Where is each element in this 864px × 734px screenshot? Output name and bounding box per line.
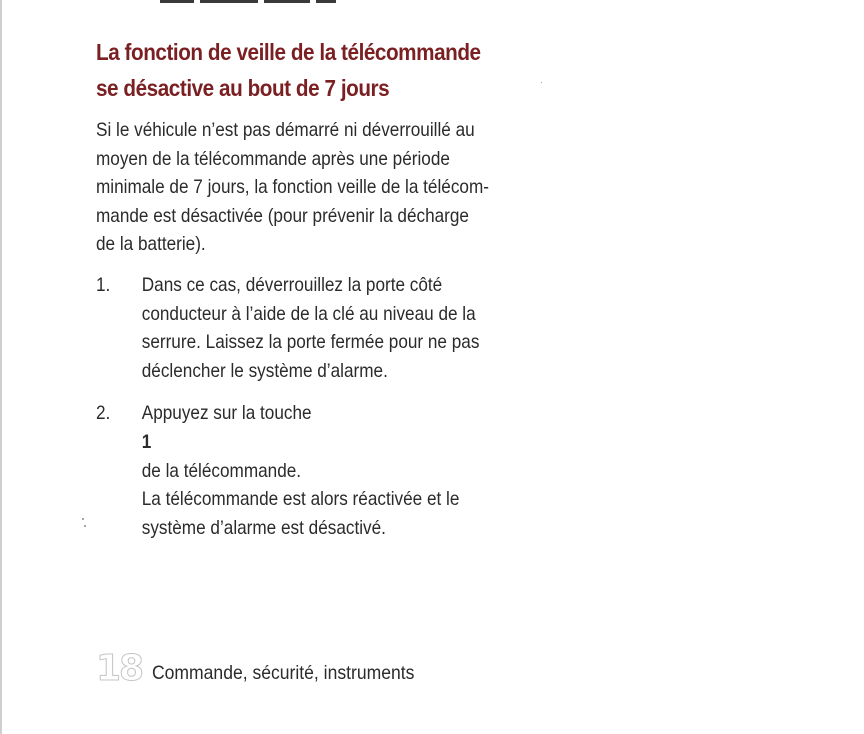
intro-line: de la batterie).: [96, 233, 206, 256]
step-text-segment: de la télécommande.: [141, 459, 302, 482]
page-edge-rule: [0, 0, 2, 734]
article: [96, 34, 616, 556]
section-heading: [96, 34, 600, 106]
step-line: déclencher le système d’alarme.: [141, 359, 388, 382]
step-text: [142, 271, 589, 385]
intro-line: minimale de 7 jours, la fonction veille de la télécom-: [96, 176, 489, 199]
step-text-segment: Appuyez sur la touche: [141, 402, 312, 425]
scan-speck: [82, 518, 84, 520]
step-text: [142, 399, 589, 542]
cropped-text-fragment: [160, 0, 360, 3]
button-number: 1: [141, 430, 152, 453]
heading-line: se désactive au bout de 7 jours: [96, 75, 390, 101]
step-item: [96, 399, 589, 542]
step-line: Dans ce cas, déverrouillez la porte côté: [141, 273, 443, 296]
scan-speck: [84, 525, 86, 527]
step-line: conducteur à l’aide de la clé au niveau de la: [141, 302, 476, 325]
step-number: 2.: [96, 402, 111, 425]
step-line: serrure. Laissez la porte fermée pour ne pas: [141, 331, 480, 354]
intro-line: Si le véhicule n’est pas démarré ni déverrouillé au: [96, 119, 475, 141]
footer-section-title: Commande, sécurité, instruments: [152, 662, 415, 684]
intro-paragraph: [96, 116, 589, 259]
intro-line: mande est désactivée (pour prévenir la décharge: [96, 204, 469, 227]
step-line: [142, 399, 589, 485]
step-number: 1.: [96, 273, 111, 296]
step-line: système d’alarme est désactivé.: [141, 516, 386, 539]
step-item: [96, 271, 589, 385]
step-line: La télécommande est alors réactivée et le: [141, 488, 460, 511]
page-footer: [96, 647, 444, 687]
intro-line: moyen de la télécommande après une période: [96, 147, 450, 170]
steps-list: [96, 271, 616, 542]
page-number: 18: [96, 648, 143, 689]
heading-line: La fonction de veille de la télécommande: [96, 39, 481, 65]
